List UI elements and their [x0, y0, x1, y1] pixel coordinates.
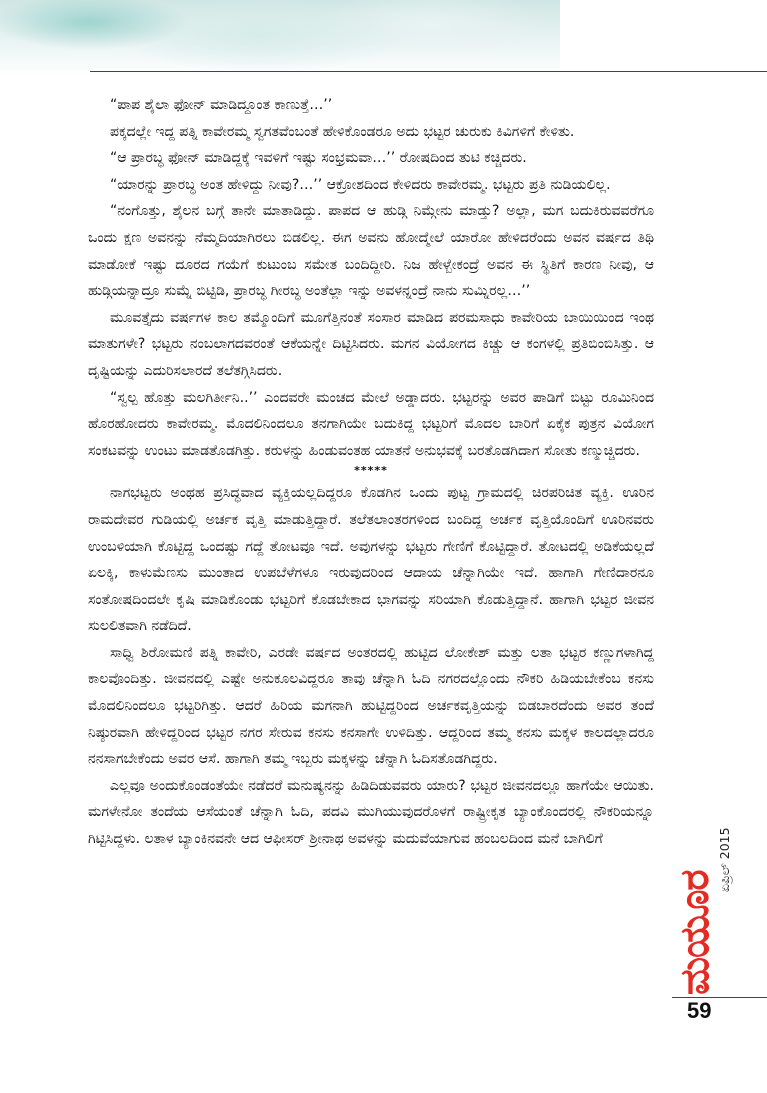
header-watercolor-wash: [0, 0, 560, 75]
paragraph: ನಾಗಭಟ್ಟರು ಅಂಥಹ ಪ್ರಸಿದ್ಧವಾದ ವ್ಯಕ್ತಿಯಲ್ಲದಿದ್ದರೂ ಕೊಡಗಿನ ಒಂದು ಪುಟ್ಟ ಗ್ರಾಮದಲ್ಲಿ ಚಿರಪರಿಚಿತ ವ್ಯಕ್ತಿ. ಊರಿನ ರಾಮದೇವರ ಗುಡಿಯಲ್ಲಿ ಅರ್ಚಕ ವೃತ್ತಿ ಮಾಡುತ್ತಿದ್ದಾರೆ. ತಲೆತಲಾಂತರಗಳಿಂದ ಬಂದಿದ್ದ ಅರ್ಚಕ ವೃತ್ತಿಯೊಂದಿಗೆ ಊರಿನವರು ಉಂಬಳಿಯಾಗಿ ಕೊಟ್ಟಿದ್ದ ಒಂದಷ್ಟು ಗದ್ದೆ ತೋಟವೂ ಇದೆ. ಅವುಗಳನ್ನು ಭಟ್ಟರು ಗೇಣಿಗೆ ಕೊಟ್ಟಿದ್ದಾರೆ. ತೋಟದಲ್ಲಿ ಅಡಿಕೆಯಲ್ಲದೆ ಏಲಕ್ಕಿ, ಕಾಳುಮೆಣಸು ಮುಂತಾದ ಉಪಬೆಳೆಗಳೂ ಇರುವುದರಿಂದ ಆದಾಯ ಚೆನ್ನಾಗಿಯೇ ಇದೆ. ಹಾಗಾಗಿ ಗೇಣಿದಾರನೂ ಸಂತೋಷದಿಂದಲೇ ಕೃಷಿ ಮಾಡಿಕೊಂಡು ಭಟ್ಟರಿಗೆ ಕೊಡಬೇಕಾದ ಭಾಗವನ್ನು ಸರಿಯಾಗಿ ಕೊಡುತ್ತಿದ್ದಾನೆ. ಹಾಗಾಗಿ ಭಟ್ಟರ ಜೀವನ ಸುಲಲಿತವಾಗಿ ನಡೆದಿದೆ.: [88, 485, 654, 635]
magazine-logo: ಮಯೂರ: [672, 870, 718, 995]
paragraph: “ನಂಗೊತ್ತು, ಶೈಲನ ಬಗ್ಗೆ ತಾನೇ ಮಾತಾಡಿದ್ದು. ಪಾಪದ ಆ ಹುಡ್ಗಿ ನಿಮ್ಗೇನು ಮಾಡ್ತು? ಅಲ್ಲಾ, ಮಗ ಬದುಕಿರುವವರೆಗೂ ಒಂದು ಕ್ಷಣ ಅವನನ್ನು ನೆಮ್ಮದಿಯಾಗಿರಲು ಬಿಡಲಿಲ್ಲ. ಈಗ ಅವನು ಹೋದ್ಮೇಲೆ ಯಾರೋ ಹೇಳಿದರೆಂದು ಅವನ ವರ್ಷದ ತಿಥಿ ಮಾಡೋಕೆ ಇಷ್ಟು ದೂರದ ಗಯೆಗೆ ಕುಟುಂಬ ಸಮೇತ ಬಂದಿದ್ದೀರಿ. ನಿಜ ಹೇಳ್ಬೇಕಂದ್ರೆ ಅವನ ಈ ಸ್ಥಿತಿಗೆ ಕಾರಣ ನೀವು, ಆ ಹುಡ್ಗಿಯನ್ನಾದ್ರೂ ಸುಮ್ನೆ ಬಿಟ್ಟಿಡಿ, ಪ್ರಾರಬ್ಧ ಗೀರಬ್ಧ ಅಂತೆಲ್ಲಾ ಇನ್ನು ಅವಳನ್ನಂದ್ರೆ ನಾನು ಸುಮ್ನಿರಲ್ಲ…’’: [88, 203, 654, 300]
paragraph: ಸಾಧ್ವಿ ಶಿರೋಮಣಿ ಪತ್ನಿ ಕಾವೇರಿ, ಎರಡೇ ವರ್ಷದ ಅಂತರದಲ್ಲಿ ಹುಟ್ಟಿದ ಲೋಕೇಶ್ ಮತ್ತು ಲತಾ ಭಟ್ಟರ ಕಣ್ಣುಗಳಾಗಿದ್ದ ಕಾಲವೊಂದಿತ್ತು. ಜೀವನದಲ್ಲಿ ಎಷ್ಟೇ ಅನುಕೂಲವಿದ್ದರೂ ತಾವು ಚೆನ್ನಾಗಿ ಓದಿ ನಗರದಲ್ಲೊಂದು ನೌಕರಿ ಹಿಡಿಯಬೇಕೆಂಬ ಕನಸು ಮೊದಲಿನಿಂದಲೂ ಭಟ್ಟರಿಗಿತ್ತು. ಆದರೆ ಹಿರಿಯ ಮಗನಾಗಿ ಹುಟ್ಟಿದ್ದರಿಂದ ಅರ್ಚಕವೃತ್ತಿಯನ್ನು ಬಿಡಬಾರದೆಂದು ಅವರ ತಂದೆ ನಿಷ್ಠುರವಾಗಿ ಹೇಳಿದ್ದರಿಂದ ಭಟ್ಟರ ನಗರ ಸೇರುವ ಕನಸು ಕನಸಾಗೇ ಉಳಿದಿತ್ತು. ಆದ್ದರಿಂದ ತಮ್ಮ ಕನಸು ಮಕ್ಕಳ ಕಾಲದಲ್ಲಾದರೂ ನನಸಾಗಬೇಕೆಂದು ಅವರ ಆಸೆ. ಹಾಗಾಗಿ ತಮ್ಮ ಇಬ್ಬರು ಮಕ್ಕಳನ್ನು ಚೆನ್ನಾಗಿ ಓದಿಸತೊಡಗಿದ್ದರು.: [88, 644, 654, 768]
paragraph: “ಸ್ವಲ್ಪ ಹೊತ್ತು ಮಲಗಿರ್ತೀನಿ..’’ ಎಂದವರೇ ಮಂಚದ ಮೇಲೆ ಅಡ್ಡಾದರು. ಭಟ್ಟರನ್ನು ಅವರ ಪಾಡಿಗೆ ಬಿಟ್ಟು ರೂಮಿನಿಂದ ಹೊರಹೋದರು ಕಾವೇರಮ್ಮ. ಮೊದಲಿನಿಂದಲೂ ತನಗಾಗಿಯೇ ಬದುಕಿದ್ದ ಭಟ್ಟರಿಗೆ ಮೊದಲ ಬಾರಿಗೆ ಏಕೈಕ ಪುತ್ರನ ವಿಯೋಗ ಸಂಕಟವನ್ನು ಉಂಟು ಮಾಡತೊಡಗಿತ್ತು. ಕರುಳನ್ನು ಹಿಂಡುವಂತಹ ಯಾತನೆ ಅನುಭವಕ್ಕೆ ಬರತೊಡಗಿದಾಗ ಸೋತು ಕಣ್ಮುಚ್ಚಿದರು.: [88, 389, 654, 459]
paragraph: “ಯಾರನ್ನು ಪ್ರಾರಬ್ಧ ಅಂತ ಹೇಳಿದ್ದು ನೀವು?…’’ ಆಕ್ರೋಶದಿಂದ ಕೇಳಿದರು ಕಾವೇರಮ್ಮ. ಭಟ್ಟರು ಪ್ರತಿ ನುಡಿಯಲಿಲ್ಲ.: [110, 176, 611, 193]
paragraph: “ಪಾಪ ಶೈಲಾ ಫೋನ್ ಮಾಡಿದ್ದೂಂತ ಕಾಣುತ್ತೆ…’’: [110, 97, 333, 113]
paragraph: ಮೂವತ್ತೈದು ವರ್ಷಗಳ ಕಾಲ ತಮ್ಮೊಂದಿಗೆ ಮೂಗೆತ್ತಿನಂತೆ ಸಂಸಾರ ಮಾಡಿದ ಪರಮಸಾಧು ಕಾವೇರಿಯ ಬಾಯಿಯಿಂದ ಇಂಥ ಮಾತುಗಳೇ? ಭಟ್ಟರು ನಂಬಲಾಗದವರಂತೆ ಆಕೆಯನ್ನೇ ದಿಟ್ಟಿಸಿದರು. ಮಗನ ವಿಯೋಗದ ಕಿಚ್ಚು ಆ ಕಂಗಳಲ್ಲಿ ಪ್ರತಿಬಿಂಬಿಸಿತ್ತು. ಆ ದೃಷ್ಟಿಯನ್ನು ಎದುರಿಸಲಾರದೆ ತಲೆತಗ್ಗಿಸಿದರು.: [88, 309, 654, 379]
header-rule: [90, 71, 767, 72]
page-number: 59: [687, 998, 712, 1023]
article-body: [88, 92, 654, 853]
paragraph: “ಆ ಪ್ರಾರಬ್ಧ ಫೋನ್ ಮಾಡಿದ್ದಕ್ಕೆ ಇವಳಿಗೆ ಇಷ್ಟು ಸಂಭ್ರಮವಾ…’’ ರೋಷದಿಂದ ತುಟಿ ಕಚ್ಚಿದರು.: [110, 150, 527, 167]
section-separator: *****: [354, 464, 388, 478]
issue-month: ಏಪ್ರಿಲ್ 2015: [717, 827, 732, 892]
paragraph: ಎಲ್ಲವೂ ಅಂದುಕೊಂಡಂತೆಯೇ ನಡೆದರೆ ಮನುಷ್ಯನನ್ನು ಹಿಡಿದಿಡುವವರು ಯಾರು? ಭಟ್ಟರ ಜೀವನದಲ್ಲೂ ಹಾಗೆಯೇ ಆಯಿತು. ಮಗಳೇನೋ ತಂದೆಯ ಆಸೆಯಂತೆ ಚೆನ್ನಾಗಿ ಓದಿ, ಪದವಿ ಮುಗಿಯುವುದರೊಳಗೆ ರಾಷ್ಟ್ರೀಕೃತ ಬ್ಯಾಂಕೊಂದರಲ್ಲಿ ನೌಕರಿಯನ್ನೂ ಗಿಟ್ಟಿಸಿದ್ದಳು. ಲತಾಳ ಬ್ಯಾಂಕಿನವನೇ ಆದ ಆಫೀಸರ್ ಶ್ರೀನಾಥ ಅವಳನ್ನು ಮದುವೆಯಾಗುವ ಹಂಬಲದಿಂದ ಮನೆ ಬಾಗಿಲಿಗೆ: [88, 777, 654, 848]
paragraph: ಪಕ್ಕದಲ್ಲೇ ಇದ್ದ ಪತ್ನಿ ಕಾವೇರಮ್ಮ ಸ್ವಗತವೆಂಬಂತೆ ಹೇಳಿಕೊಂಡರೂ ಅದು ಭಟ್ಟರ ಚುರುಕು ಕಿವಿಗಳಿಗೆ ಕೇಳಿತು.: [110, 123, 575, 140]
